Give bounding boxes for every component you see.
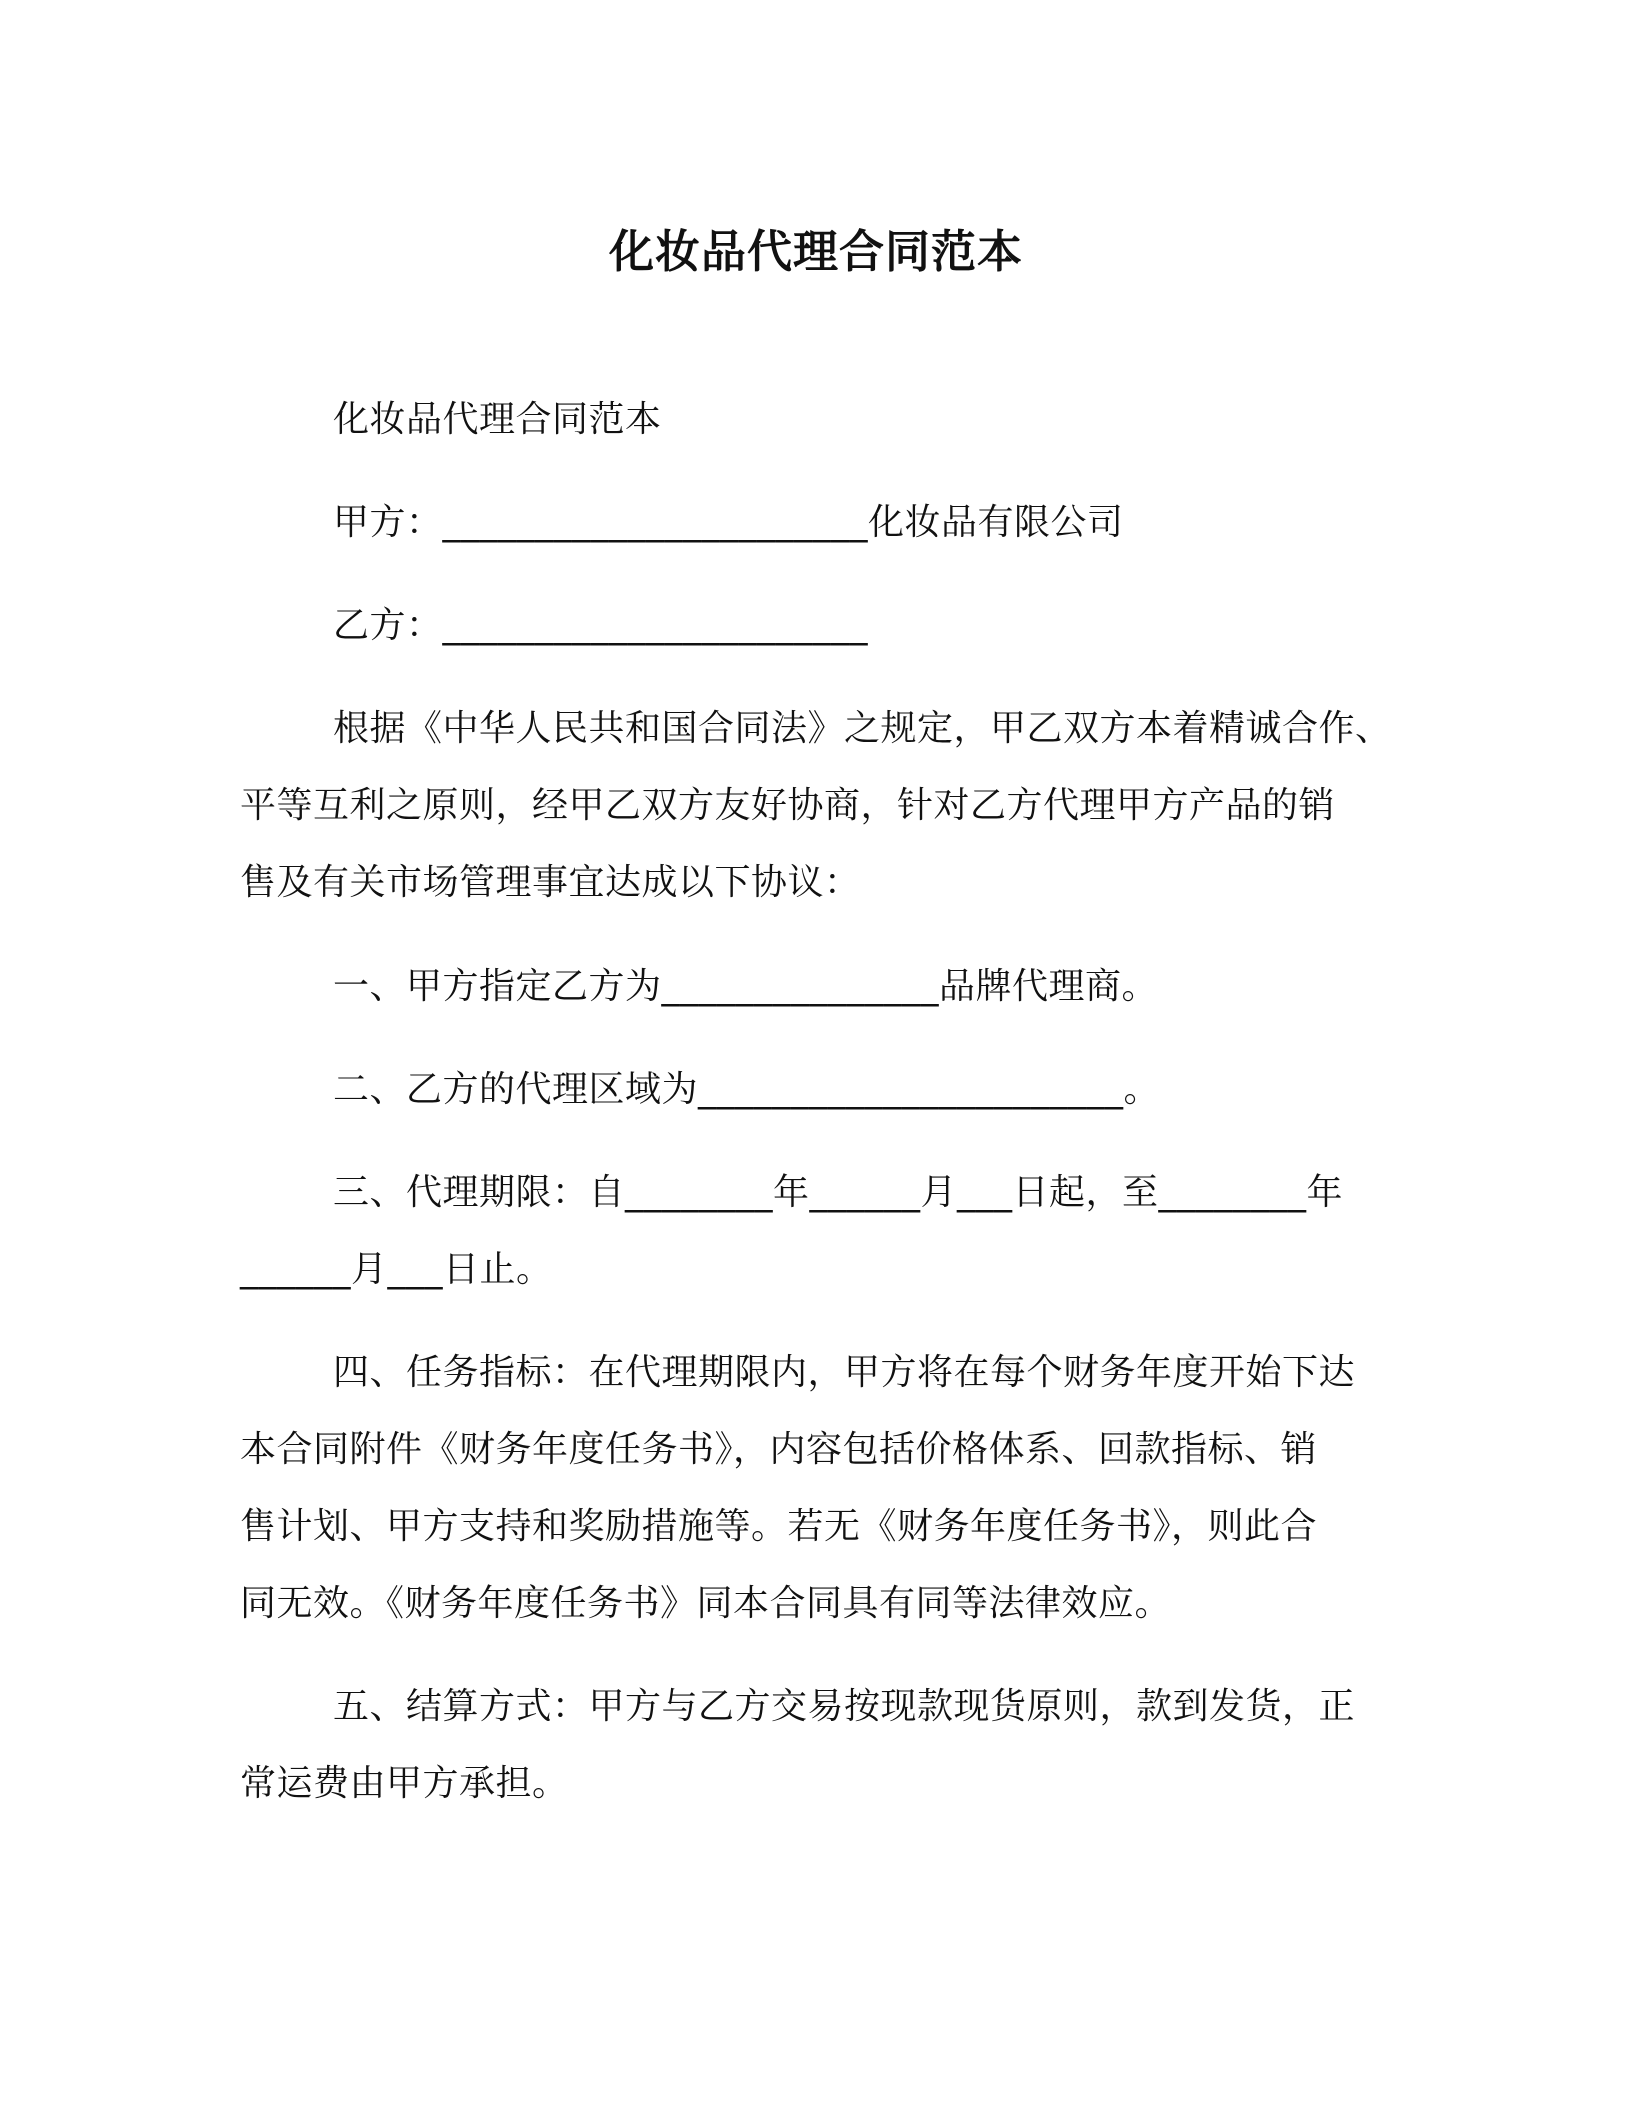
preamble-line-2: 平等互利之原则，经甲乙双方友好协商，针对乙方代理甲方产品的销 — [240, 785, 1336, 826]
subtitle-line: 化妆品代理合同范本 — [333, 399, 662, 440]
clause-4-line-1: 四、任务指标：在代理期限内，甲方将在每个财务年度开始下达 — [333, 1352, 1356, 1393]
clause-2-line: 二、乙方的代理区域为_______________________。 — [333, 1069, 1161, 1110]
clause-4-line-2: 本合同附件《财务年度任务书》，内容包括价格体系、回款指标、销 — [240, 1429, 1318, 1470]
preamble-line-3: 售及有关市场管理事宜达成以下协议： — [240, 862, 861, 903]
clause-1-line: 一、甲方指定乙方为_______________品牌代理商。 — [333, 966, 1159, 1007]
clause-5-line-2: 常运费由甲方承担。 — [240, 1763, 569, 1804]
party-b-line: 乙方：_______________________ — [333, 605, 869, 646]
clause-4-line-3: 售计划、甲方支持和奖励措施等。若无《财务年度任务书》，则此合 — [240, 1506, 1318, 1547]
clause-5-line-1: 五、结算方式：甲方与乙方交易按现款现货原则，款到发货，正 — [333, 1686, 1356, 1727]
document-title: 化妆品代理合同范本 — [608, 225, 1023, 278]
party-a-line: 甲方：_______________________化妆品有限公司 — [333, 502, 1124, 543]
preamble-line-1: 根据《中华人民共和国合同法》之规定，甲乙双方本着精诚合作、 — [333, 708, 1392, 749]
clause-4-line-4: 同无效。《财务年度任务书》同本合同具有同等法律效应。 — [240, 1583, 1172, 1624]
clause-3-line-2: ______月___日止。 — [240, 1249, 553, 1290]
clause-3-line-1: 三、代理期限：自________年______月___日起，至________年 — [333, 1172, 1344, 1213]
